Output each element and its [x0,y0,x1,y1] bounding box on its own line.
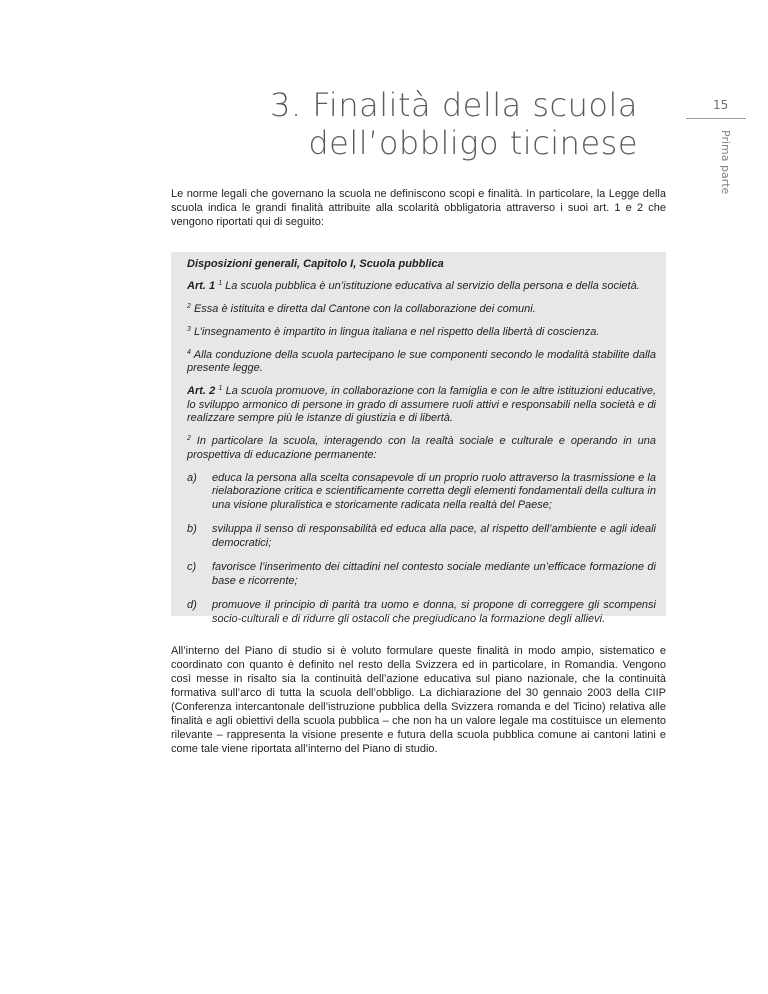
art1-paragraph-3 [187,326,656,340]
art2-p2-text: In particolare la scuola, interagendo con la realtà sociale e culturale e operando in una prospettiva di educazione permanente: [187,435,656,461]
page-title [270,86,638,162]
art1-p4-text: Alla conduzione della scuola partecipano le sue componenti secondo le modalità stabilite dalla presente legge. [187,348,656,374]
title-line-2: dell’obbligo ticinese [308,124,638,162]
art1-p3-number: 3 [187,325,191,333]
box-heading: Disposizioni generali, Capitolo I, Scuola pubblica [187,258,444,270]
title-line-1: 3. Finalità della scuola [270,86,638,124]
art2-p2-number: 2 [187,435,191,442]
art1-paragraph-4 [187,349,656,376]
section-label: Prima parte [719,130,732,195]
art2-label: Art. 2 [187,385,216,397]
list-item-text: educa la persona alla scelta consapevole di un proprio ruolo attraverso la trasmissione e la rielaborazione critica e scientificamente corretta degli elementi fondamentali della cultura in una visione pluralistica e storicamente radicata nella realtà del Paese; [212,471,656,511]
art1-p1-text: La scuola pubblica è un’istituzione educativa al servizio della persona e della società. [222,279,640,292]
list-item-marker: d) [187,599,197,611]
art2-paragraph-2 [187,435,656,462]
legal-excerpt-box [171,252,666,625]
side-rule [686,118,746,119]
art1-paragraph-2 [187,303,656,317]
art2-p1-text: La scuola promuove, in collaborazione con la famiglia e con le altre istituzioni educative, lo sviluppo armonico di persone in grado di assumere ruoli attivi e responsabili nella società e di realizzare sempre più le istanze di giustizia e di libertà. [187,385,657,424]
art2-paragraph-1 [187,385,656,426]
list-item-text: promuove il principio di parità tra uomo e donna, si propone di correggere gli scompensi socio-culturali e di ridurre gli ostacoli che pregiudicano la formazione degli allievi. [212,599,656,625]
art1-paragraph-1 [187,280,656,294]
art2-p1-number: 1 [218,385,223,392]
list-item [187,599,656,626]
art1-p2-text: Essa è istituita e diretta dal Cantone con la collaborazione dei comuni. [190,302,536,315]
list-item-marker: c) [187,561,197,573]
page-number: 15 [713,98,729,112]
closing-paragraph: All’interno del Piano di studio si è voluto formulare queste finalità in modo ampio, sistematico e coordinato con quanto è definito nel resto della Svizzera ed in particolare, in Romandia. Vengono così messe in risalto sia la continuità dell’azione educativa sul piano nazionale, che la continuità formativa sull’arco di tutta la scuola dell’obbligo. La dichiarazione del 30 gennaio 2003 della CIIP (Conferenza intercantonale dell’istruzione pubblica della Svizzera romanda e del Ticino) relativa alle finalità e agli obiettivi della scuola pubblica – che non ha un valore legale ma costituisce un elemento rilevante – rappresenta la visione presente e futura della scuola pubblica comune ai cantoni latini e come tale viene riportata all’interno del Piano di studio. [171,645,666,755]
art1-label: Art. 1 [187,279,216,292]
list-item-text: favorisce l’inserimento dei cittadini nel contesto sociale mediante un’efficace formazione di base e ricorrente; [212,561,656,587]
art1-p2-number: 2 [187,302,191,310]
list-item-text: sviluppa il senso di responsabilità ed educa alla pace, al rispetto dell’ambiente e agli ideali democratici; [212,523,656,549]
list-item [187,523,656,550]
art1-p1-number: 1 [218,279,223,287]
art1-p3-text: L’insegnamento è impartito in lingua italiana e nel rispetto della libertà di coscienza. [190,325,600,338]
intro-paragraph: Le norme legali che governano la scuola ne definiscono scopi e finalità. In particolare, la Legge della scuola indica le grandi finalità attribuite alla scolarità obbligatoria attraverso i suoi art. 1 e 2 che vengono riportati qui di seguito: [171,188,666,228]
art1-p4-number: 4 [187,348,191,356]
list-item [187,561,656,588]
list-item-marker: a) [187,471,197,484]
list-item-marker: b) [187,523,197,535]
list-item [187,472,656,513]
